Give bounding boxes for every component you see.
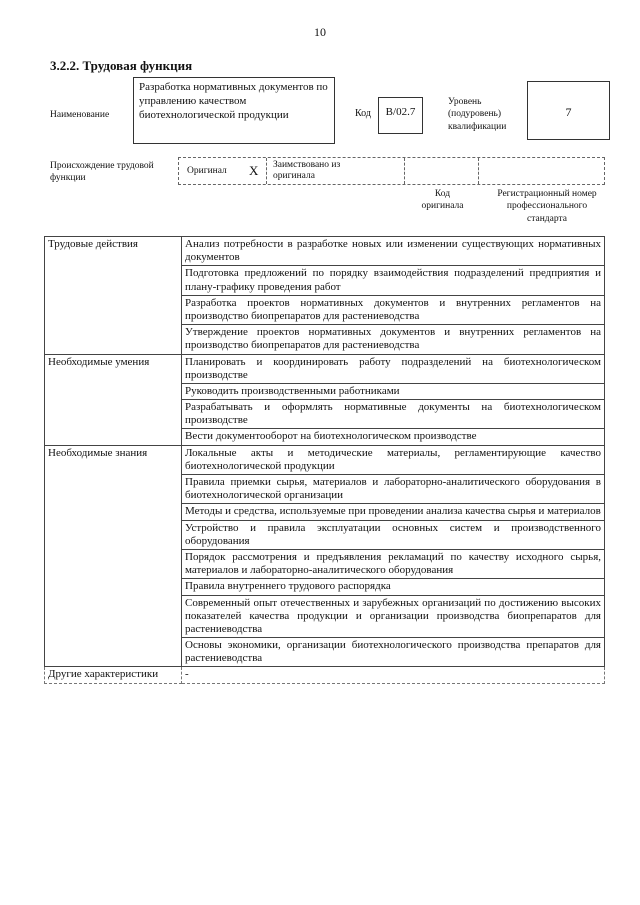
table-cell: Вести документооборот на биотехнологическом производстве xyxy=(182,429,605,445)
table-cell: Правила приемки сырья, материалов и лабораторно-аналитического оборудования в биотехнологической организации xyxy=(182,475,605,504)
code-value: B/02.7 xyxy=(378,97,423,134)
table-cell: Подготовка предложений по порядку взаимодействия подразделений предприятия и плану-графику проведения работ xyxy=(182,266,605,295)
code-label: Код xyxy=(355,108,371,119)
section-title-cell: Необходимые знания xyxy=(45,445,182,667)
table-cell: Анализ потребности в разработке новых или изменении существующих нормативных документов xyxy=(182,237,605,266)
table-row xyxy=(45,667,605,683)
table-cell: Планировать и координировать работу подразделений на биотехнологическом производстве xyxy=(182,354,605,383)
function-table xyxy=(44,236,605,684)
origin-original-cell xyxy=(179,158,267,184)
table-cell: - xyxy=(182,667,605,683)
origin-reg-number-cell xyxy=(479,158,604,184)
table-cell: Основы экономики, организации биотехнологического производства препаратов для растениеводства xyxy=(182,638,605,667)
table-row xyxy=(45,237,605,266)
origin-label xyxy=(50,161,154,185)
origin-label-line: функции xyxy=(50,172,86,183)
name-value: Разработка нормативных документов по управлению качеством биотехнологической продукции xyxy=(133,77,335,144)
origin-row xyxy=(178,157,605,185)
borrowed-label-line: Заимствовано из xyxy=(273,160,341,170)
table-cell: Разработка проектов нормативных документов и внутренних регламентов на производство биопрепаратов для растениеводства xyxy=(182,295,605,324)
level-label-line: Уровень xyxy=(448,97,482,107)
table-cell: Устройство и правила эксплуатации основных систем и производственного оборудования xyxy=(182,520,605,549)
borrowed-label xyxy=(273,160,340,183)
code-original-label xyxy=(405,188,480,213)
registration-number-label xyxy=(484,188,610,225)
origin-borrowed-cell xyxy=(267,158,405,184)
table-cell: Правила внутреннего трудового распорядка xyxy=(182,579,605,595)
code-original-line: оригинала xyxy=(421,201,464,212)
table-cell: Локальные акты и методические материалы, регламентирующие качество биотехнологической продукции xyxy=(182,445,605,474)
qualification-level-value: 7 xyxy=(527,81,610,140)
section-title: 3.2.2. Трудовая функция xyxy=(50,58,193,73)
reg-number-line: стандарта xyxy=(527,213,567,224)
table-cell: Методы и средства, используемые при проведении анализа качества сырья и материалов xyxy=(182,504,605,520)
table-cell: Утверждение проектов нормативных документов и внутренних регламентов на производство биопрепаратов для растениеводства xyxy=(182,325,605,354)
section-title-cell: Другие характеристики xyxy=(45,667,182,683)
reg-number-line: Регистрационный номер xyxy=(497,189,597,199)
table-row xyxy=(45,445,605,474)
level-label-line: (подуровень) xyxy=(448,109,502,120)
table-row xyxy=(45,354,605,383)
name-label: Наименование xyxy=(50,110,110,120)
original-mark: X xyxy=(249,163,259,178)
origin-code-cell xyxy=(405,158,479,184)
borrowed-label-line: оригинала xyxy=(273,171,315,182)
table-cell: Руководить производственными работниками xyxy=(182,383,605,399)
table-cell: Разрабатывать и оформлять нормативные документы на биотехнологическом производстве xyxy=(182,400,605,429)
section-title-cell: Необходимые умения xyxy=(45,354,182,445)
origin-label-line: Происхождение трудовой xyxy=(50,161,154,171)
qualification-level-label xyxy=(448,96,506,133)
section-title-cell: Трудовые действия xyxy=(45,237,182,355)
level-label-line: квалификации xyxy=(448,121,507,132)
original-label: Оригинал xyxy=(187,166,227,176)
reg-number-line: профессионального xyxy=(506,201,588,212)
code-original-line: Код xyxy=(434,189,451,199)
table-cell: Порядок рассмотрения и предъявления рекламаций по качеству исходного сырья, материалов и лабораторно-аналитического оборудования xyxy=(182,549,605,578)
table-cell: Современный опыт отечественных и зарубежных организаций по достижению высоких показателей качества продукции и организации производства биопрепаратов для растениеводства xyxy=(182,595,605,638)
page-number: 10 xyxy=(314,25,326,39)
